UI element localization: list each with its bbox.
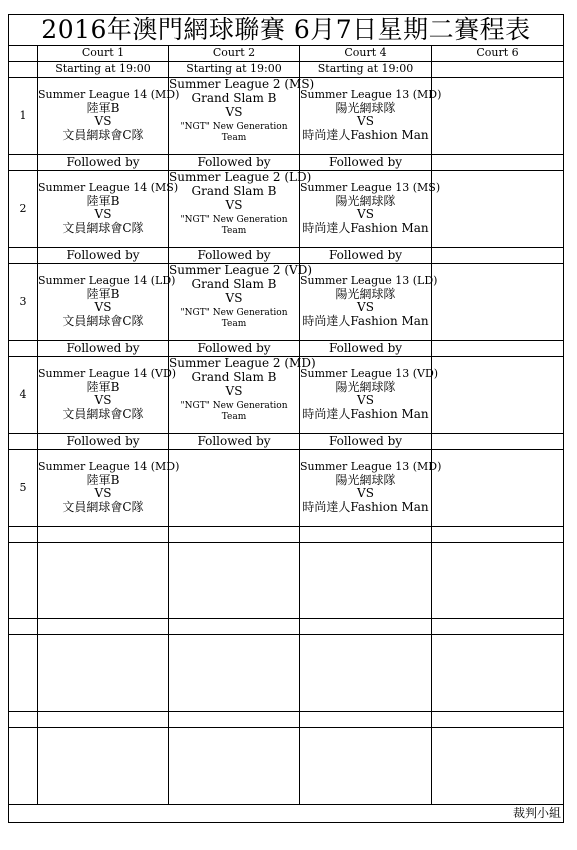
vs-label: VS — [357, 207, 374, 222]
round-row — [9, 357, 564, 434]
match-event: Summer League 13 (VD) — [300, 366, 439, 380]
team-a: 陽光網球隊 — [335, 100, 396, 115]
round-row — [9, 171, 564, 248]
match-cell — [38, 357, 177, 434]
referee-committee-label: 裁判小組 — [9, 805, 564, 823]
match-cell — [169, 77, 315, 155]
empty-cell — [432, 357, 564, 434]
followed-by-row — [9, 341, 564, 357]
vs-label: VS — [94, 300, 112, 315]
team-a: Grand Slam B — [191, 90, 277, 105]
followed-by: Followed by — [38, 341, 169, 357]
start-time-row — [9, 62, 564, 78]
match-cell — [169, 263, 313, 341]
team-a: 陸軍B — [86, 286, 120, 301]
start-blank — [9, 62, 38, 78]
schedule-table — [8, 14, 564, 823]
match-cell — [300, 264, 438, 341]
vs-label: VS — [357, 114, 374, 129]
followed-by: Followed by — [38, 434, 169, 450]
match-event: Summer League 2 (LD) — [169, 170, 312, 184]
vs-label: VS — [225, 104, 243, 119]
round-row — [9, 264, 564, 341]
match-event: Summer League 13 (LD) — [300, 273, 438, 287]
team-a: 陸軍B — [86, 379, 120, 394]
team-a: 陽光網球隊 — [335, 286, 396, 301]
match-event: Summer League 14 (MD) — [38, 87, 180, 101]
empty-cell — [432, 78, 564, 155]
followed-by: Followed by — [300, 434, 432, 450]
vs-label: VS — [357, 393, 374, 408]
followed-by-row — [9, 155, 564, 171]
vs-label: VS — [357, 486, 374, 501]
court-1-header: Court 1 — [38, 46, 169, 62]
team-b: "NGT" New Generation Team — [180, 215, 288, 236]
round-number: 4 — [9, 357, 38, 434]
match-cell — [169, 170, 312, 248]
header-blank — [9, 46, 38, 62]
team-a: 陽光網球隊 — [335, 472, 396, 487]
vs-label: VS — [225, 383, 243, 398]
round-number: 5 — [9, 450, 38, 527]
team-b: "NGT" New Generation Team — [180, 308, 288, 329]
court-4-header: Court 4 — [300, 46, 432, 62]
match-cell — [38, 171, 179, 248]
team-b: 文員網球會C隊 — [62, 500, 144, 515]
match-cell — [300, 357, 439, 434]
vs-label: VS — [225, 290, 243, 305]
followed-by: Followed by — [300, 341, 432, 357]
spacer-row — [9, 712, 564, 728]
empty-slot-row — [9, 635, 564, 712]
page-title: 2016年澳門網球聯賽 6月7日星期二賽程表 — [9, 15, 564, 46]
team-a: Grand Slam B — [191, 183, 277, 198]
court-2-start: Starting at 19:00 — [169, 62, 300, 78]
match-event: Summer League 13 (MD) — [300, 459, 442, 473]
match-cell — [300, 450, 442, 527]
followed-by-row — [9, 248, 564, 264]
match-event: Summer League 13 (MS) — [300, 180, 441, 194]
court-6-start — [432, 62, 564, 78]
blank-cell — [432, 434, 564, 450]
empty-cell — [432, 171, 564, 248]
match-event: Summer League 2 (MD) — [169, 356, 316, 370]
team-a: 陸軍B — [86, 193, 120, 208]
court-6-header: Court 6 — [432, 46, 564, 62]
vs-label: VS — [94, 207, 112, 222]
match-event: Summer League 14 (VD) — [38, 366, 177, 380]
team-b: "NGT" New Generation Team — [180, 122, 288, 143]
vs-label: VS — [94, 486, 112, 501]
round-number: 2 — [9, 171, 38, 248]
round-row — [9, 450, 564, 527]
empty-slot-row — [9, 543, 564, 619]
team-a: Grand Slam B — [191, 369, 277, 384]
empty-cell — [432, 450, 564, 527]
followed-by: Followed by — [300, 155, 432, 171]
team-b: 文員網球會C隊 — [62, 221, 144, 236]
blank-cell — [9, 248, 38, 264]
match-event: Summer League 2 (MS) — [169, 77, 315, 91]
round-number: 3 — [9, 264, 38, 341]
blank-cell — [432, 155, 564, 171]
team-a: 陸軍B — [86, 472, 120, 487]
empty-slot-row — [9, 728, 564, 805]
match-cell — [300, 171, 441, 248]
followed-by: Followed by — [38, 248, 169, 264]
vs-label: VS — [94, 393, 112, 408]
empty-cell — [432, 264, 564, 341]
empty-cell — [169, 450, 300, 527]
round-row — [9, 78, 564, 155]
blank-cell — [432, 341, 564, 357]
match-event: Summer League 14 (MD) — [38, 459, 180, 473]
match-cell — [38, 78, 180, 155]
match-cell — [169, 356, 316, 434]
followed-by-row — [9, 434, 564, 450]
team-a: 陽光網球隊 — [335, 379, 396, 394]
vs-label: VS — [357, 300, 374, 315]
vs-label: VS — [94, 114, 112, 129]
team-a: 陸軍B — [86, 100, 120, 115]
vs-label: VS — [225, 197, 243, 212]
match-cell — [300, 78, 442, 155]
followed-by: Followed by — [169, 434, 300, 450]
team-b: 時尚達人Fashion Man — [302, 221, 429, 236]
blank-cell — [9, 155, 38, 171]
followed-by: Followed by — [169, 155, 300, 171]
team-b: 文員網球會C隊 — [62, 314, 144, 329]
followed-by: Followed by — [38, 155, 169, 171]
team-b: 時尚達人Fashion Man — [302, 314, 429, 329]
court-2-header: Court 2 — [169, 46, 300, 62]
team-b: "NGT" New Generation Team — [180, 401, 288, 422]
round-number: 1 — [9, 78, 38, 155]
team-a: Grand Slam B — [191, 276, 277, 291]
match-event: Summer League 14 (LD) — [38, 273, 176, 287]
team-b: 文員網球會C隊 — [62, 128, 144, 143]
match-cell — [38, 264, 176, 341]
match-cell — [38, 450, 180, 527]
team-b: 時尚達人Fashion Man — [302, 128, 429, 143]
match-event: Summer League 2 (VD) — [169, 263, 313, 277]
team-b: 時尚達人Fashion Man — [302, 407, 429, 422]
court-header-row — [9, 46, 564, 62]
blank-cell — [9, 434, 38, 450]
team-b: 時尚達人Fashion Man — [302, 500, 429, 515]
court-4-start: Starting at 19:00 — [300, 62, 432, 78]
followed-by: Followed by — [300, 248, 432, 264]
spacer-row — [9, 527, 564, 543]
court-1-start: Starting at 19:00 — [38, 62, 169, 78]
followed-by: Followed by — [169, 248, 300, 264]
match-event: Summer League 14 (MS) — [38, 180, 179, 194]
followed-by: Followed by — [169, 341, 300, 357]
team-b: 文員網球會C隊 — [62, 407, 144, 422]
blank-cell — [9, 341, 38, 357]
match-event: Summer League 13 (MD) — [300, 87, 442, 101]
blank-cell — [432, 248, 564, 264]
team-a: 陽光網球隊 — [335, 193, 396, 208]
spacer-row — [9, 619, 564, 635]
